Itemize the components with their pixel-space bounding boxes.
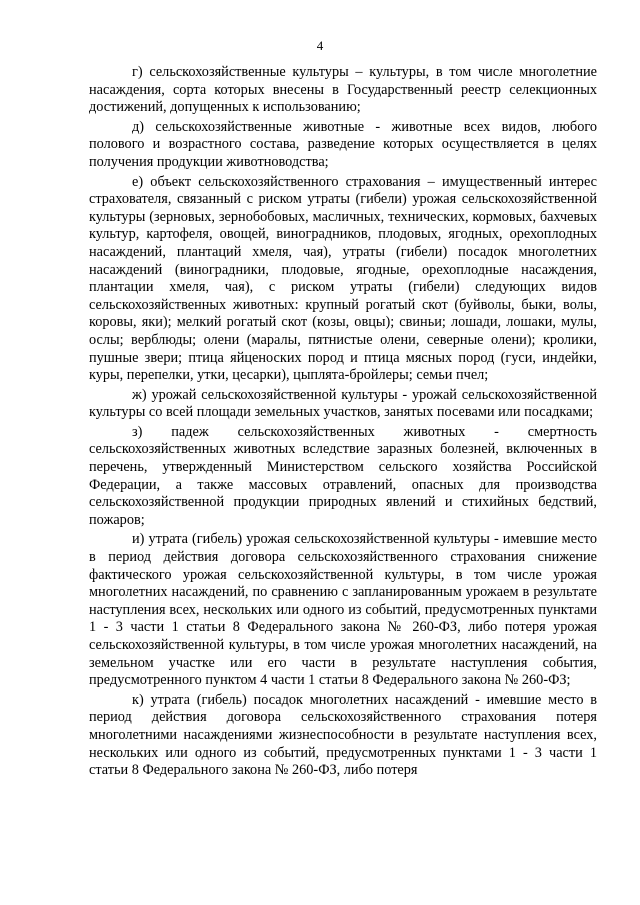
document-body <box>89 64 597 780</box>
paragraph-k: к) утрата (гибель) посадок многолетних насаждений - имевшие место в период действия договора сельскохозяйственного страхования потеря многолетними насаждениями жизнеспособности в результате наступления всех, нескольких или одного из событий, предусмотренных пунктами 1 - 3 части 1 статьи 8 Федерального закона № 260-ФЗ, либо потеря <box>89 691 597 779</box>
paragraph-zh: ж) урожай сельскохозяйственной культуры - урожай сельскохозяйственной культуры со всей площади земельных участков, занятых посевами или посадками; <box>89 386 597 421</box>
page-number: 4 <box>316 38 324 53</box>
paragraph-i: и) утрата (гибель) урожая сельскохозяйственной культуры - имевшие место в период действия договора сельскохозяйственного страхования снижение фактического урожая сельскохозяйственной культуры, в том числе урожая многолетних насаждений, по сравнению с запланированным урожаем в результате наступления всех, нескольких или одного из событий, предусмотренных пунктами 1 - 3 части 1 статьи 8 Федерального закона № 260-ФЗ, либо потеря урожая сельскохозяйственной культуры, в том числе урожая многолетних насаждений, на земельном участке или его части в результате наступления события, предусмотренного пунктом 4 части 1 статьи 8 Федерального закона № 260-ФЗ; <box>89 531 597 689</box>
paragraph-z: з) падеж сельскохозяйственных животных - смертность сельскохозяйственных животных вследствие заразных болезней, включенных в перечень, утвержденный Министерством сельского хозяйства Российской Федерации, а также массовых отравлений, опасных для производства сельскохозяйственной продукции природных явлений и стихийных бедствий, пожаров; <box>89 423 597 528</box>
paragraph-g: г) сельскохозяйственные культуры – культуры, в том числе многолетние насаждения, сорта которых внесены в Государственный реестр селекционных достижений, допущенных к использованию; <box>89 64 597 116</box>
paragraph-d: д) сельскохозяйственные животные - животные всех видов, любого полового и возрастного состава, разведение которых осуществляется в целях получения продукции животноводства; <box>89 118 597 170</box>
paragraph-e: е) объект сельскохозяйственного страхования – имущественный интерес страхователя, связанный с риском утраты (гибели) урожая сельскохозяйственной культуры (зерновых, зернобобовых, масличных, технических, кормовых, бахчевых культур, картофеля, овощей, виноградников, плодовых, ягодных, орехоплодных насаждений, плантаций хмеля, чая), утраты (гибели) посадок многолетних насаждений (виноградники, плодовые, ягодные, орехоплодные насаждения, плантации хмеля, чая), с риском утраты (гибели) следующих видов сельскохозяйственных животных: крупный рогатый скот (буйволы, быки, волы, коровы, яки); мелкий рогатый скот (козы, овцы); свиньи; лошади, лошаки, мулы, ослы; верблюды; олени (маралы, пятнистые олени, северные олени); кролики, пушные звери; птица яйценоских пород и птица мясных пород (гуси, индейки, куры, перепелки, утки, цесарки), цыплята-бройлеры; семьи пчел; <box>89 173 597 384</box>
